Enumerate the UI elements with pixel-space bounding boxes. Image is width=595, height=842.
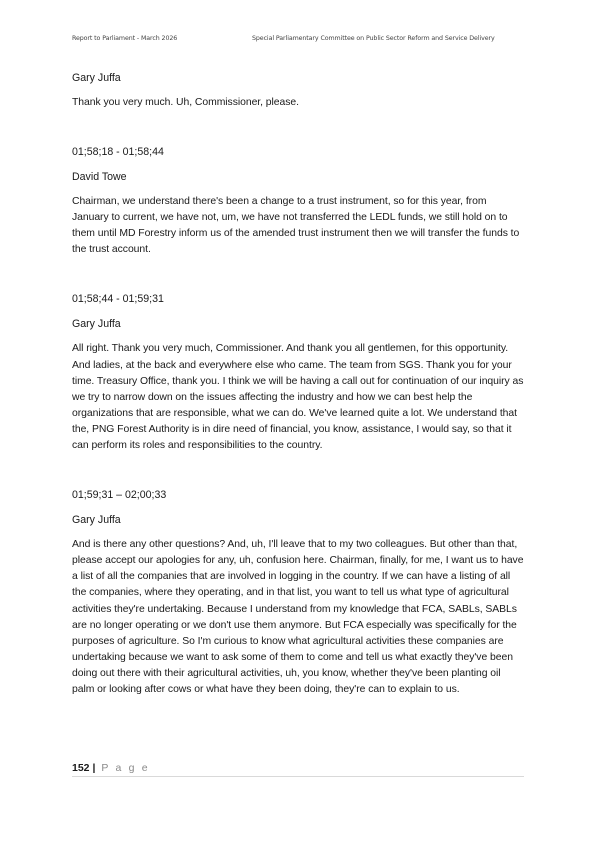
speaker-name: Gary Juffa [72,72,121,84]
transcript-block [72,71,524,111]
transcript-block [72,145,524,258]
speech-text: Thank you very much. Uh, Commissioner, please. [72,97,299,108]
speaker-name: Gary Juffa [72,318,121,331]
timestamp: 01;58;44 - 01;59;31 [72,293,164,306]
speech-text: And is there any other questions? And, uh, I'll leave that to my two colleagues. But other than that, please accept our apologies for any, uh, confusion here. Chairman, finally, for me, I want us to have a list of all the companies that are involved in logging in the country. If we can have a listing of all the companies, where they operating, and in that list, you want to tell us what type of agricultural activities they're undertaking. Because I understand from my knowledge that FCA, SABLs, SABLs are no longer operating or we don't use them anymore. But FCA especially was specifically for the purposes of agriculture. So I'm curious to know what agricultural activities these companies are undertaking because we want to ask some of them to come and tell us what exactly they've been doing out there with their agricultural activities, uh, you know, whether they've been planting oil palm or looking after cows or what have they been doing, they're can to explain to us. [72,539,524,695]
speaker-name: Gary Juffa [72,514,121,527]
speech-text: Chairman, we understand there's been a change to a trust instrument, so for this year, from January to current, we have not, um, we have not transferred the LEDL funds, we still hold on to them until MD Forestry inform us of the amended trust instrument then we will transfer the funds to the trust account. [72,196,520,256]
page-number: 152 [72,762,90,774]
speech-text: All right. Thank you very much, Commissioner. And thank you all gentlemen, for this opportunity. And ladies, at the back and everywhere else who came. The team from SGS. Thank you for your time. Treasury Office, thank you. I think we will be having a call out for continuation of our inquiry as we try to narrow down on the issues affecting the industry and how we can best help the organizations that are responsible, what we can do. We've learned quite a lot. We understand that the, PNG Forest Authority is in dire need of financial, you know, assistance, I would say, so that it can perform its roles and responsibilities to the country. [72,343,524,452]
page-label: P a g e [101,762,150,774]
speaker-name: David Towe [72,171,127,184]
page-separator: | [92,762,96,774]
timestamp: 01;58;18 - 01;58;44 [72,146,164,159]
page-footer [72,762,524,777]
transcript-block [72,292,524,454]
transcript-block [72,488,524,698]
header-committee-name: Special Parliamentary Committee on Public Sector Reform and Service Delivery [252,35,495,42]
timestamp: 01;59;31 – 02;00;33 [72,489,167,502]
header-report-title: Report to Parliament - March 2026 [72,35,178,42]
transcript-body [72,71,524,698]
